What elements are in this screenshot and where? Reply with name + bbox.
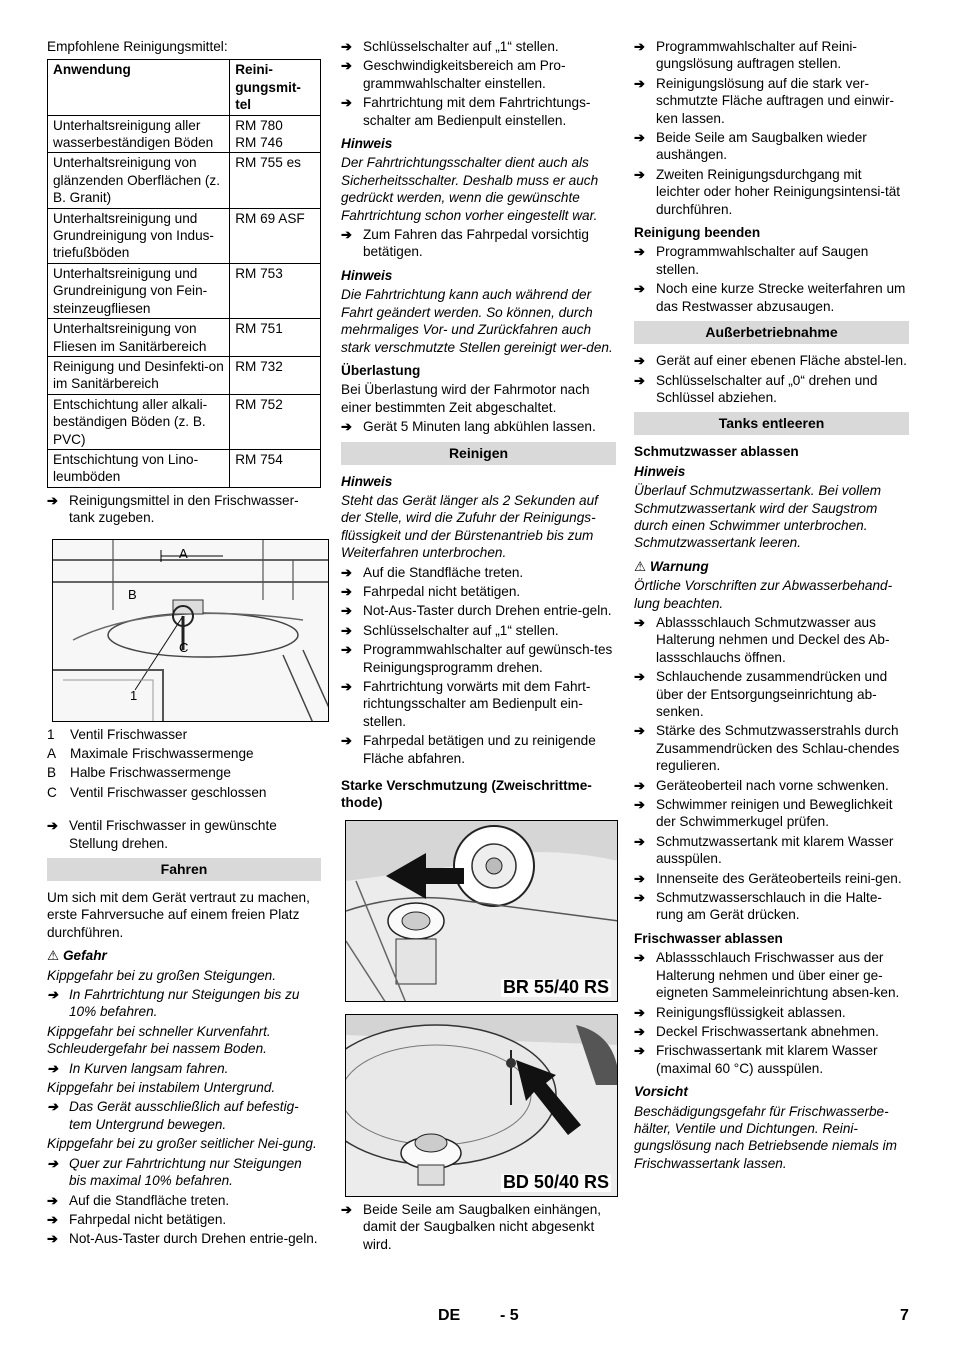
step-item — [341, 732, 616, 767]
step-item — [341, 564, 616, 581]
warning-label: Warnung — [649, 558, 709, 574]
warning-heading — [634, 558, 909, 575]
table-header-row — [48, 60, 321, 115]
legend-text: Maximale Frischwassermenge — [70, 745, 254, 761]
step-text: Schwimmer reinigen und Beweglichkeit der Schwimmerkugel prüfen. — [656, 797, 893, 830]
warning-triangle-icon: ⚠ — [47, 948, 60, 964]
step-text: Gerät auf einer ebenen Fläche abstel-len. — [656, 353, 907, 369]
step-text: Fahrpedal nicht betätigen. — [69, 1211, 227, 1227]
step-text: Schlauchende zusammendrücken und über der Entsorgungseinrichtung ab-senken. — [656, 669, 888, 719]
step-text: Beide Seile am Saugbalken einhängen, damit der Saugbalken nicht abgesenkt wird. — [363, 1201, 602, 1252]
danger-step-4 — [47, 1155, 321, 1190]
table-cell: Unterhaltsreinigung von Fliesen im Sanitärbereich — [48, 319, 230, 357]
step-item — [47, 1230, 321, 1247]
arrow-icon: ➔ — [634, 950, 645, 966]
section-heading-tanks-entleeren: Tanks entleeren — [634, 412, 909, 435]
arrow-icon: ➔ — [634, 1023, 645, 1039]
step-item — [634, 870, 909, 887]
arrow-icon: ➔ — [341, 58, 352, 74]
table-row — [48, 356, 321, 394]
column-3 — [634, 38, 909, 1174]
step-text: Schlüsselschalter auf „1“ stellen. — [363, 622, 559, 638]
step-text: Gerät 5 Minuten lang abkühlen lassen. — [363, 419, 596, 435]
footer-language: DE — [438, 1307, 461, 1324]
figure-label-a: A — [179, 545, 188, 561]
table-cell: Unterhaltsreinigung und Grundreinigung von Fein-steinzeugfliesen — [48, 263, 230, 318]
legend-item — [47, 764, 321, 781]
table-cell: Unterhaltsreinigung und Grundreinigung von Indus-triefußböden — [48, 208, 230, 263]
table-row — [48, 319, 321, 357]
arrow-icon: ➔ — [47, 1192, 58, 1208]
step-item — [341, 418, 616, 435]
step-text: Geräteoberteil nach vorne schwenken. — [656, 777, 889, 793]
table-cell: Unterhaltsreinigung von glänzenden Oberflächen (z. B. Granit) — [48, 153, 230, 208]
danger-heading — [47, 947, 321, 964]
step-text: Ablassschlauch Frischwasser aus der Halterung nehmen und über einer ge-eigneten Sammeleinrichtung absen-ken. — [656, 950, 900, 1001]
table-cell: Unterhaltsreinigung aller wasserbeständigen Böden — [48, 115, 230, 153]
table-cell: Entschichtung von Lino-leumböden — [48, 449, 230, 487]
arrow-icon: ➔ — [47, 1231, 58, 1247]
table-cell: RM 752 — [230, 394, 321, 449]
step-item — [634, 1023, 909, 1040]
figure-legend — [47, 726, 321, 802]
warning-text: Örtliche Vorschriften zur Abwasserbehand-lung beachten. — [634, 578, 893, 611]
table-cell: RM 751 — [230, 319, 321, 357]
step-text: Schlüsselschalter auf „1“ stellen. — [363, 39, 559, 54]
arrow-icon: ➔ — [634, 797, 645, 813]
legend-item — [47, 784, 321, 801]
step-item — [341, 38, 616, 55]
arrow-icon: ➔ — [341, 1201, 352, 1217]
arrow-icon: ➔ — [634, 723, 645, 739]
arrow-icon: ➔ — [47, 1155, 58, 1171]
step-text: Geschwindigkeitsbereich am Pro-grammwahlschalter einstellen. — [363, 58, 566, 91]
arrow-icon: ➔ — [341, 679, 352, 694]
legend-key: B — [47, 765, 57, 781]
hinweis-text: Der Fahrtrichtungsschalter dient auch als Sicherheitsschalter. Deshalb muss er auch gedrückt werden, wenn die gewünschte Fahrtrichtung schon vorher eingestellt war. — [341, 155, 599, 223]
table-cell: RM 753 — [230, 263, 321, 318]
table-header-mittel: Reini- gungsmit- tel — [230, 60, 321, 115]
step-item — [47, 1192, 321, 1209]
step-item — [634, 889, 909, 924]
step-text: Schmutzwassertank mit klarem Wasser ausspülen. — [656, 833, 894, 867]
step-text: Frischwassertank mit klarem Wasser (maximal 60 °C) ausspülen. — [656, 1043, 878, 1076]
step-text: Auf die Standfläche treten. — [69, 1192, 230, 1208]
arrow-icon: ➔ — [341, 642, 352, 658]
arrow-icon: ➔ — [47, 1099, 58, 1115]
step-text: Zum Fahren das Fahrpedal vorsichtig betätigen. — [363, 227, 589, 260]
step-item — [341, 622, 616, 639]
step-item — [341, 94, 616, 129]
step-text: Not-Aus-Taster durch Drehen entrie-geln. — [69, 1231, 318, 1247]
hinweis-heading: Hinweis — [341, 267, 393, 283]
step-text: Stärke des Schmutzwasserstrahls durch Zusammendrücken des Schlau-chendes regulieren. — [656, 723, 900, 774]
step-text: Fahrtrichtung mit dem Fahrtrichtungs-schalter am Bedienpult einstellen. — [363, 95, 591, 128]
ueberlastung-heading: Überlastung — [341, 362, 421, 378]
arrow-icon: ➔ — [47, 987, 58, 1003]
step-item — [634, 668, 909, 720]
fahren-intro: Um sich mit dem Gerät vertraut zu machen, erste Fahrversuche auf einem freien Platz durchführen. — [47, 890, 310, 940]
legend-text: Ventil Frischwasser geschlossen — [70, 784, 267, 800]
figure-label-1: 1 — [130, 687, 138, 703]
arrow-icon: ➔ — [634, 281, 645, 297]
reinigung-beenden-heading: Reinigung beenden — [634, 225, 761, 241]
table-cell: Reinigung und Desinfekti-on im Sanitärbereich — [48, 356, 230, 394]
arrow-icon: ➔ — [634, 130, 645, 146]
step-item — [341, 583, 616, 600]
step-text: Reinigungslösung auf die stark ver-schmutzte Fläche auftragen und einwir-ken lassen. — [656, 75, 895, 126]
model-label-bd: BD 50/40 RS — [502, 1172, 609, 1193]
step-item — [634, 949, 909, 1001]
step-text: Reinigungsflüssigkeit ablassen. — [656, 1004, 846, 1020]
danger-text-4: Kippgefahr bei zu großer seitlicher Nei-gung. — [47, 1136, 317, 1152]
starke-verschmutzung-heading: Starke Verschmutzung (Zweischrittme-thode) — [341, 778, 592, 811]
arrow-icon: ➔ — [47, 1211, 58, 1227]
table-row — [48, 115, 321, 153]
step-item — [634, 129, 909, 164]
step-text: Fahrpedal betätigen und zu reinigende Fläche abfahren. — [363, 733, 596, 766]
schmutzwasser-heading: Schmutzwasser ablassen — [634, 444, 799, 460]
ueberlastung-text: Bei Überlastung wird der Fahrmotor nach einer bestimmten Zeit abgeschaltet. — [341, 382, 590, 415]
danger-text-2: Kippgefahr bei schneller Kurvenfahrt. Schleudergefahr bei nassem Boden. — [47, 1023, 271, 1057]
step-text: Zweiten Reinigungsdurchgang mit leichter oder hoher Reinigungsintensi-tät durchführen. — [656, 166, 901, 217]
footer-page-number: 7 — [900, 1307, 909, 1324]
arrow-icon: ➔ — [634, 372, 645, 388]
arrow-icon: ➔ — [341, 227, 352, 243]
step-text: Programmwahlschalter auf Saugen stellen. — [656, 244, 869, 277]
hinweis-heading: Hinweis — [341, 473, 393, 489]
hinweis-text: Die Fahrtrichtung kann auch während der Fahrt geändert werden. So können, durch mehrmaliges Vor- und Zurückfahren auch stark verschmutzte Stellen gereinigt wer-den. — [341, 287, 613, 355]
legend-key: A — [47, 745, 57, 761]
danger-text-3: Kippgefahr bei instabilem Untergrund. — [47, 1080, 276, 1096]
arrow-icon: ➔ — [47, 492, 58, 508]
arrow-icon: ➔ — [634, 890, 645, 906]
step-item — [634, 833, 909, 868]
model-label-br: BR 55/40 RS — [502, 977, 609, 998]
arrow-icon: ➔ — [634, 870, 645, 886]
step-text: Schmutzwasserschlauch in die Halte-rung am Gerät drücken. — [656, 890, 882, 923]
valve-figure — [52, 539, 329, 722]
table-cell: RM 754 — [230, 449, 321, 487]
legend-text: Ventil Frischwasser — [70, 726, 188, 742]
step-text: Ventil Frischwasser in gewünschte Stellung drehen. — [69, 818, 277, 851]
step-text: Noch eine kurze Strecke weiterfahren um das Restwasser abzusaugen. — [656, 281, 906, 314]
column-2 — [341, 38, 616, 1255]
legend-item — [47, 726, 321, 743]
arrow-icon: ➔ — [47, 818, 58, 834]
arrow-icon: ➔ — [634, 39, 645, 54]
danger-label: Gefahr — [62, 948, 107, 964]
step-text: In Kurven langsam fahren. — [69, 1060, 229, 1076]
step-item — [341, 57, 616, 92]
figure-label-c: C — [179, 639, 189, 655]
arrow-icon: ➔ — [341, 603, 352, 619]
step-text: Das Gerät ausschließlich auf befestig-tem Untergrund bewegen. — [69, 1099, 299, 1132]
step-text: Ablassschlauch Schmutzwasser aus Halterung nehmen und Deckel des Ab-lassschlauchs öffnen. — [656, 614, 890, 665]
table-row — [48, 208, 321, 263]
figure-label-b: B — [128, 586, 137, 602]
step-item — [634, 243, 909, 278]
step-text: Schlüsselschalter auf „0“ drehen und Schlüssel abziehen. — [656, 372, 878, 405]
step-text: Fahrtrichtung vorwärts mit dem Fahrt-richtungsschalter am Bedienpult ein-stellen. — [363, 679, 591, 729]
arrow-icon: ➔ — [634, 75, 645, 91]
danger-text-1: Kippgefahr bei zu großen Steigungen. — [47, 967, 276, 983]
step-item — [634, 796, 909, 831]
step-item — [47, 1211, 321, 1228]
step-item — [634, 38, 909, 73]
table-row — [48, 449, 321, 487]
step-valve — [47, 817, 321, 852]
arrow-icon: ➔ — [341, 622, 352, 638]
table-cell: RM 732 — [230, 356, 321, 394]
warning-triangle-icon: ⚠ — [634, 558, 647, 574]
legend-key: C — [47, 784, 57, 800]
table-cell: RM 69 ASF — [230, 208, 321, 263]
step-text: Programmwahlschalter auf gewünsch-tes Reinigungsprogramm drehen. — [363, 642, 613, 675]
vorsicht-text: Beschädigungsgefahr für Frischwasserbe-hälter, Ventile und Dichtungen. Reini-gungslösung nach Betriebsende niemals im Frischwassertank lassen. — [634, 1103, 897, 1171]
table-header-anwendung: Anwendung — [48, 60, 230, 115]
hinweis-text: Überlauf Schmutzwassertank. Bei vollem Schmutzwassertank wird der Saugstrom durch einen Schwimmer unterbrochen. Schmutzwassertank leeren. — [634, 483, 882, 551]
legend-item — [47, 745, 321, 762]
step-item — [341, 602, 616, 619]
arrow-icon: ➔ — [634, 353, 645, 369]
step-item — [341, 1201, 616, 1253]
arrow-icon: ➔ — [634, 833, 645, 849]
valve-illustration — [53, 540, 329, 722]
step-item — [634, 777, 909, 794]
step-item — [634, 722, 909, 774]
legend-text: Halbe Frischwassermenge — [70, 765, 231, 781]
cleaning-agents-table — [47, 59, 321, 487]
vorsicht-heading: Vorsicht — [634, 1084, 688, 1100]
step-text: Beide Seile am Saugbalken wieder aushängen. — [656, 130, 867, 163]
step-item — [634, 166, 909, 218]
arrow-icon: ➔ — [341, 95, 352, 111]
table-row — [48, 263, 321, 318]
arrow-icon: ➔ — [341, 564, 352, 580]
arrow-icon: ➔ — [341, 419, 352, 435]
machine-illustration — [346, 821, 618, 1002]
figure-bd-50-40 — [345, 1014, 618, 1197]
step-item — [634, 372, 909, 407]
arrow-icon: ➔ — [341, 583, 352, 599]
step-text: Fahrpedal nicht betätigen. — [363, 583, 521, 599]
arrow-icon: ➔ — [341, 733, 352, 749]
section-heading-ausserbetriebnahme: Außerbetriebnahme — [634, 321, 909, 344]
hinweis-heading: Hinweis — [634, 463, 686, 479]
machine-illustration — [346, 1015, 618, 1197]
step-text: Reinigungsmittel in den Frischwasser-tank zugeben. — [69, 492, 299, 526]
frischwasser-heading: Frischwasser ablassen — [634, 930, 783, 946]
table-cell: Entschichtung aller alkali-beständigen Böden (z. B. PVC) — [48, 394, 230, 449]
arrow-icon: ➔ — [634, 777, 645, 793]
hinweis-heading: Hinweis — [341, 136, 393, 152]
step-item — [341, 226, 616, 261]
figure-br-55-40 — [345, 820, 618, 1002]
danger-step-1 — [47, 986, 321, 1021]
arrow-icon: ➔ — [634, 1043, 645, 1059]
step-text: Programmwahlschalter auf Reini-gungslösung auftragen stellen. — [656, 39, 857, 72]
arrow-icon: ➔ — [634, 1004, 645, 1020]
arrow-icon: ➔ — [634, 166, 645, 182]
step-add-detergent — [47, 492, 321, 527]
step-item — [634, 280, 909, 315]
danger-step-3 — [47, 1098, 321, 1133]
step-item — [634, 352, 909, 369]
step-text: Auf die Standfläche treten. — [363, 564, 524, 580]
arrow-icon: ➔ — [47, 1060, 58, 1076]
step-text: Deckel Frischwassertank abnehmen. — [656, 1023, 879, 1039]
table-row — [48, 153, 321, 208]
section-heading-fahren: Fahren — [47, 858, 321, 881]
step-text: Innenseite des Geräteoberteils reini-gen. — [656, 870, 902, 886]
intro-text: Empfohlene Reinigungsmittel: — [47, 39, 228, 54]
danger-step-2 — [47, 1060, 321, 1077]
column-1 — [47, 38, 321, 1250]
arrow-icon: ➔ — [341, 39, 352, 54]
step-item — [341, 678, 616, 730]
arrow-icon: ➔ — [634, 244, 645, 260]
table-cell: RM 780 RM 746 — [230, 115, 321, 153]
step-item — [634, 1042, 909, 1077]
hinweis-text: Steht das Gerät länger als 2 Sekunden auf der Stelle, wird die Zufuhr der Reinigungs-flüssigkeit und der Bürstenantrieb bis zum Weiterfahren unterbrochen. — [341, 492, 598, 561]
step-item — [341, 641, 616, 676]
arrow-icon: ➔ — [634, 669, 645, 685]
step-item — [634, 75, 909, 127]
footer-section-page: - 5 — [500, 1307, 519, 1324]
table-row — [48, 394, 321, 449]
step-text: Quer zur Fahrtrichtung nur Steigungen bis maximal 10% befahren. — [69, 1155, 302, 1189]
legend-key: 1 — [47, 726, 55, 742]
step-text: In Fahrtrichtung nur Steigungen bis zu 10% befahren. — [69, 987, 300, 1020]
step-text: Not-Aus-Taster durch Drehen entrie-geln. — [363, 603, 612, 619]
table-cell: RM 755 es — [230, 153, 321, 208]
step-item — [634, 1004, 909, 1021]
arrow-icon: ➔ — [634, 614, 645, 630]
section-heading-reinigen: Reinigen — [341, 442, 616, 465]
step-item — [634, 614, 909, 666]
